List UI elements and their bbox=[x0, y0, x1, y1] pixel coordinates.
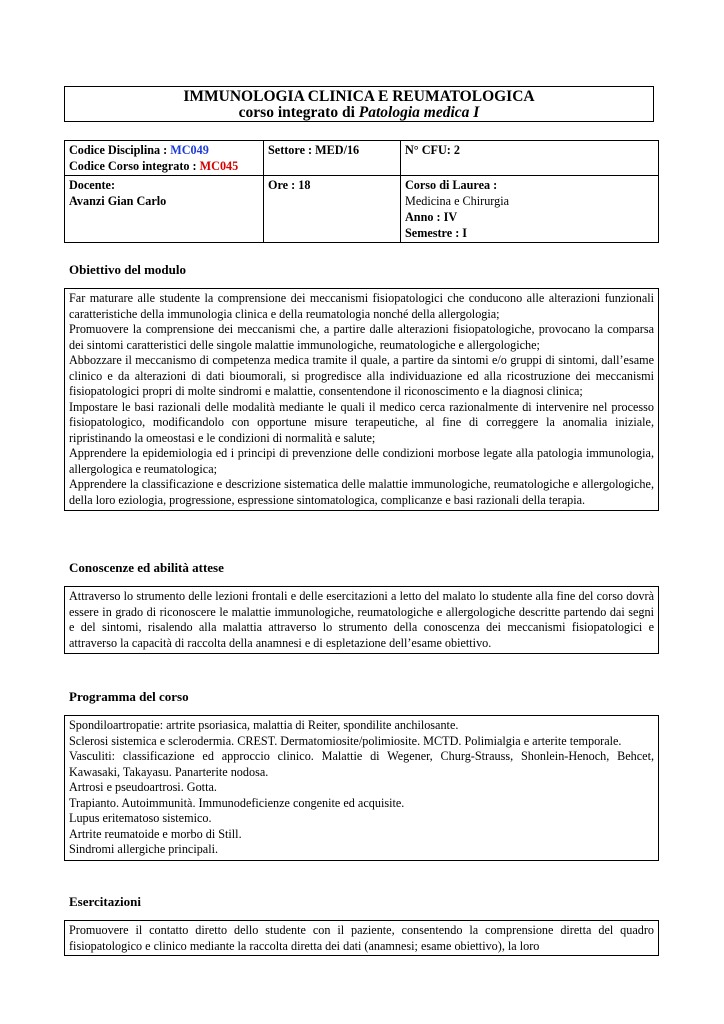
conoscenze-box bbox=[64, 586, 659, 654]
obiettivo-paragraph: Apprendere la epidemiologia ed i principi di prevenzione delle condizioni morbose legate alla patologia immunologia, allergologica e reumatologica; bbox=[69, 446, 654, 476]
codice-corso-label: Codice Corso integrato : bbox=[69, 159, 200, 173]
codice-corso-value: MC045 bbox=[199, 159, 239, 173]
course-title-box bbox=[64, 86, 654, 122]
semestre: Semestre : I bbox=[405, 226, 468, 240]
anno: Anno : IV bbox=[405, 210, 458, 224]
cfu-cell: N° CFU: 2 bbox=[401, 141, 659, 176]
corso-laurea-cell bbox=[401, 176, 659, 243]
programma-item: Sclerosi sistemica e sclerodermia. CREST. Dermatomiosite/polimiosite. MCTD. Polimialgia e arterite temporale. bbox=[69, 733, 622, 748]
obiettivo-paragraph: Abbozzare il meccanismo di competenza medica tramite il quale, a partire da sintomi e/o gruppi di sintomi, dall’esame clinico e da alterazioni di dati bioumorali, si progredisce alla individuazione ed alla ricostruzione dei meccanismi fisiopatologici propri di molte sindromi e malattie, consentendone il riconoscimento e la diagnosi clinica; bbox=[69, 353, 654, 398]
programma-item: Spondiloartropatie: artrite psoriasica, malattia di Reiter, spondilite anchilosante. bbox=[69, 718, 459, 732]
subtitle-course-name: Patologia medica I bbox=[358, 104, 480, 121]
conoscenze-heading: Conoscenze ed abilità attese bbox=[69, 560, 224, 575]
docente-label: Docente: bbox=[69, 178, 116, 192]
codice-disciplina-label: Codice Disciplina : bbox=[69, 143, 171, 157]
obiettivo-paragraph: Promuovere la comprensione dei meccanismi che, a partire dalle alterazioni fisiopatologiche, provocano la comparsa dei sintomi caratteristici delle singole malattie immunologiche, reumatologiche e allergologiche; bbox=[69, 322, 654, 352]
obiettivo-heading: Obiettivo del modulo bbox=[69, 262, 187, 277]
esercitazioni-box bbox=[64, 920, 659, 956]
programma-heading: Programma del corso bbox=[69, 689, 189, 704]
course-title: IMMUNOLOGIA CLINICA E REUMATOLOGICA bbox=[183, 88, 535, 105]
subtitle-prefix: corso integrato di bbox=[238, 104, 359, 121]
course-subtitle bbox=[65, 105, 653, 121]
docente-name: Avanzi Gian Carlo bbox=[69, 194, 167, 208]
docente-cell bbox=[65, 176, 264, 243]
ore-cell: Ore : 18 bbox=[264, 176, 401, 243]
programma-item: Artrosi e pseudoartrosi. Gotta. bbox=[69, 780, 217, 794]
programma-box bbox=[64, 715, 659, 861]
programma-item: Sindromi allergiche principali. bbox=[69, 842, 219, 856]
esercitazioni-heading: Esercitazioni bbox=[69, 894, 141, 909]
programma-item: Lupus eritematoso sistemico. bbox=[69, 811, 212, 825]
esercitazioni-paragraph: Promuovere il contatto diretto dello studente con il paziente, consentendo la comprensione diretta del quadro fisiopatologico e clinico mediante la raccolta diretta dei dati (anamnesi; esame obiettivo), la loro bbox=[69, 923, 654, 953]
programma-item: Vasculiti: classificazione ed approccio clinico. Malattie di Wegener, Churg-Strauss, Shonlein-Henoch, Behcet, Kawasaki, Takayasu. Panarterite nodosa. bbox=[69, 749, 654, 779]
codes-cell bbox=[65, 141, 264, 176]
programma-item: Trapianto. Autoimmunità. Immunodeficienze congenite ed acquisite. bbox=[69, 795, 405, 810]
corso-laurea-value: Medicina e Chirurgia bbox=[405, 194, 510, 208]
obiettivo-paragraph: Far maturare alle studente la comprensione dei meccanismi fisiopatologici che conducono alle alterazioni funzionali caratteristiche della immunologia clinica e della reumatologia nonché della allergologia; bbox=[69, 291, 654, 321]
course-info-table bbox=[64, 140, 659, 243]
programma-item: Artrite reumatoide e morbo di Still. bbox=[69, 826, 242, 841]
conoscenze-paragraph: Attraverso lo strumento delle lezioni frontali e delle esercitazioni a letto del malato lo studente alla fine del corso dovrà essere in grado di riconoscere le malattie immunologiche, reumatologiche e allergologiche descritte partendo dai segni e del sintomi, risalendo alla malattia attraverso lo strumento della conoscenza dei meccanismi fisiopatologici e attraverso la capacità di raccolta della anamnesi e di espletazione dell’esame obiettivo. bbox=[69, 589, 654, 650]
settore-cell: Settore : MED/16 bbox=[264, 141, 401, 176]
codice-disciplina-value: MC049 bbox=[170, 143, 209, 157]
obiettivo-paragraph: Apprendere la classificazione e descrizione sistematica delle malattie immunologiche, reumatologiche e allergologiche, della loro eziologia, progressione, espressione sintomatologica, complicanze e basi razionali della terapia. bbox=[69, 477, 654, 507]
obiettivo-paragraph: Impostare le basi razionali delle modalità mediante le quali il medico cerca razionalmente di intervenire nel processo fisiopatologico, modificandolo con opportune misure terapeutiche, al fine di correggere la anomalia iniziale, ripristinando la omeostasi e le condizioni di normalità e salute; bbox=[69, 399, 654, 445]
corso-laurea-label: Corso di Laurea : bbox=[405, 178, 498, 192]
obiettivo-box bbox=[64, 288, 659, 511]
